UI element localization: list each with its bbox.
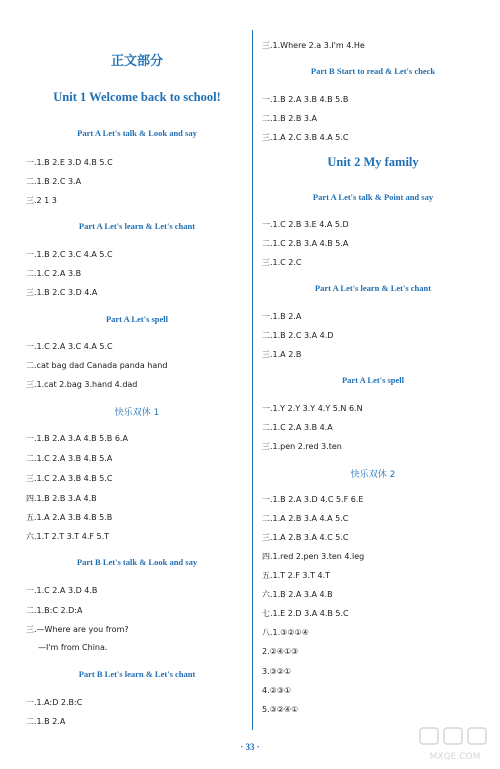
part-heading: Part B Let's learn & Let's chant <box>78 669 196 679</box>
answer-line: 2.②④①③ <box>262 647 299 656</box>
answer-line: 一.1.Y 2.Y 3.Y 4.Y 5.N 6.N <box>262 404 363 413</box>
watermark-logo <box>416 725 494 765</box>
answer-line: 一.1.B 2.A 3.A 4.B 5.B 6.A <box>26 434 128 443</box>
unit1-title: Unit 1 Welcome back to school! <box>53 90 221 104</box>
answer-line: 一.1.B 2.E 3.D 4.B 5.C <box>26 158 113 167</box>
answer-line: 一.1.C 2.B 3.E 4.A 5.D <box>262 220 349 229</box>
answer-line: 二.1.B 2.B 3.A <box>262 114 317 123</box>
answer-line: 四.1.red 2.pen 3.ten 4.leg <box>262 552 365 561</box>
answer-line: 三.1.A 2.B <box>262 350 302 359</box>
answer-line: 二.1.B 2.C 3.A <box>26 177 82 186</box>
answer-line: 三.—Where are you from? <box>26 625 129 634</box>
answer-line: 三.2 1 3 <box>26 196 57 205</box>
answer-line: 三.1.cat 2.bag 3.hand 4.dad <box>26 380 138 389</box>
answer-line: 3.③②① <box>262 667 292 676</box>
answer-line: —I'm from China. <box>38 643 108 652</box>
main-section-title: 正文部分 <box>110 54 163 69</box>
part-heading: Part A Let's talk & Look and say <box>77 128 197 138</box>
part-heading: Part B Start to read & Let's check <box>310 66 436 76</box>
answer-line: 二.1.A 2.B 3.A 4.A 5.C <box>262 514 349 523</box>
answer-line: 三.1.Where 2.a 3.I'm 4.He <box>262 41 365 50</box>
answer-line: 一.1.B 2.A 3.D 4.C 5.F 6.E <box>262 495 364 504</box>
answer-line: 七.1.E 2.D 3.A 4.B 5.C <box>262 609 349 618</box>
answer-line: 一.1.B 2.A 3.B 4.B 5.B <box>262 95 349 104</box>
answer-line: 二.cat bag dad Canada panda hand <box>26 361 168 370</box>
answer-line: 一.1.B 2.C 3.C 4.A 5.C <box>26 250 113 259</box>
answer-line: 二.1.C 2.A 3.B <box>26 269 82 278</box>
answer-line: 二.1.B:C 2.D:A <box>26 606 83 615</box>
weekend-review-heading: 快乐双休 2 <box>350 470 396 480</box>
part-heading: Part A Let's spell <box>341 375 405 385</box>
watermark-text: MXQE.COM <box>429 752 481 762</box>
answer-line: 三.1.A 2.B 3.A 4.C 5.C <box>262 533 349 542</box>
part-heading: Part A Let's talk & Point and say <box>312 192 434 202</box>
answer-line: 一.1.C 2.A 3.C 4.A 5.C <box>26 342 113 351</box>
answer-line: 4.②③① <box>262 686 292 695</box>
answer-line: 三.1.C 2.C <box>262 258 302 267</box>
answer-line: 二.1.B 2.C 3.A 4.D <box>262 331 334 340</box>
part-heading: Part B Let's talk & Look and say <box>76 557 198 567</box>
answer-line: 四.1.B 2.B 3.A 4.B <box>26 494 97 503</box>
answer-line: 三.1.C 2.A 3.B 4.B 5.C <box>26 474 113 483</box>
answer-line: 三.1.pen 2.red 3.ten <box>262 442 342 451</box>
part-heading: Part A Let's spell <box>105 314 169 324</box>
answer-line: 二.1.C 2.A 3.B 4.A <box>262 423 333 432</box>
answer-line: 八.1.③②①④ <box>262 628 309 637</box>
part-heading: Part A Let's learn & Let's chant <box>314 283 432 293</box>
answer-line: 二.1.C 2.A 3.B 4.B 5.A <box>26 454 113 463</box>
column-divider <box>252 30 253 730</box>
answer-line: 六.1.B 2.A 3.A 4.B <box>262 590 333 599</box>
answer-line: 三.1.A 2.C 3.B 4.A 5.C <box>262 133 349 142</box>
answer-line: 三.1.B 2.C 3.D 4.A <box>26 288 98 297</box>
answer-line: 5.③②④① <box>262 705 299 714</box>
answer-line: 一.1.C 2.A 3.D 4.B <box>26 586 98 595</box>
part-heading: Part A Let's learn & Let's chant <box>78 221 196 231</box>
answer-line: 一.1.A:D 2.B:C <box>26 698 83 707</box>
answer-line: 二.1.C 2.B 3.A 4.B 5.A <box>262 239 349 248</box>
unit2-title: Unit 2 My family <box>327 155 419 169</box>
page-number: · 33 · <box>240 742 260 752</box>
weekend-review-heading: 快乐双休 1 <box>114 408 160 418</box>
answer-line: 五.1.A 2.A 3.B 4.B 5.B <box>26 513 113 522</box>
answer-line: 一.1.B 2.A <box>262 312 302 321</box>
answer-line: 二.1.B 2.A <box>26 717 66 726</box>
answer-line: 五.1.T 2.F 3.T 4.T <box>262 571 330 580</box>
answer-line: 六.1.T 2.T 3.T 4.F 5.T <box>26 532 110 541</box>
